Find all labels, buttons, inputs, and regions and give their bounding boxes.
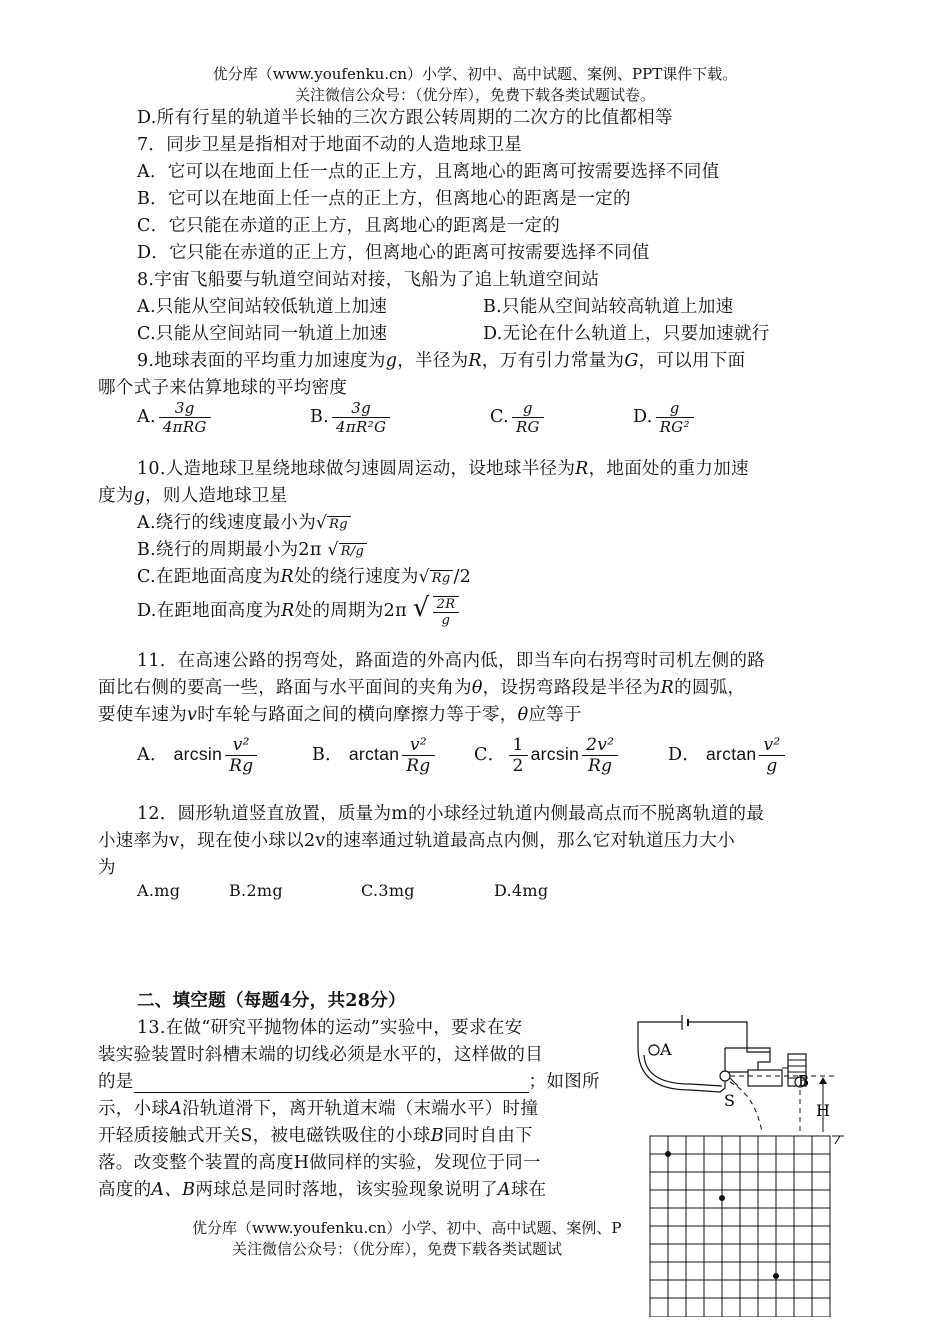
section-2-title: 二、填空题（每题4分，共28分） xyxy=(137,991,406,1011)
experiment-figure xyxy=(630,1010,845,1317)
q10-stem-line-2: 度为g，则人造地球卫星 xyxy=(98,486,288,506)
q10-option-c: C.在距地面高度为R处的绕行速度为√ Rg /2 xyxy=(137,567,472,587)
q12-line-2: 小速率为v，现在使小球以2v的速率通过轨道最高点内侧，那么它对轨道压力大小 xyxy=(98,831,736,851)
q8-option-a: A.只能从空间站较低轨道上加速 xyxy=(137,297,388,317)
q12-option-a: A.mg xyxy=(137,881,181,900)
q11-option-a: A． arcsin $\frac{\text{v²}}{Rg}$ xyxy=(137,735,260,776)
q11-line-2: 面比右侧的要高一些，路面与水平面间的夹角为θ，设拐弯路段是半径为R的圆弧， xyxy=(98,678,746,698)
q13-line-4: 示，小球A沿轨道滑下，离开轨道末端（末端水平）时撞 xyxy=(98,1099,539,1119)
header-line-1: 优分库（www.youfenku.cn）小学、初中、高中试题、案例、PPT课件下载。 xyxy=(212,65,738,83)
q11-option-d: D． arctan $\frac{\text{v²}}{g}$ xyxy=(668,735,788,776)
figure-label-h: H xyxy=(816,1101,830,1120)
q11-line-1: 11．在高速公路的拐弯处，路面造的外高内低，即当车向右拐弯时司机左侧的路 xyxy=(137,651,766,671)
q7-option-d: D．它只能在赤道的正上方，但离地心的距离可按需要选择不同值 xyxy=(137,243,650,263)
figure-label-b: B xyxy=(798,1072,810,1090)
q8-option-b: B.只能从空间站较高轨道上加速 xyxy=(483,297,734,317)
q10-option-a: A.绕行的线速度最小为√ Rg xyxy=(137,509,351,534)
q11-option-b: B． arctan $\frac{\text{v²}}{Rg}$ xyxy=(312,735,438,776)
q13-line-3: 的是 ；如图所 xyxy=(98,1072,600,1092)
q9-option-c: C. $\frac{g}{RG}$ xyxy=(490,399,547,436)
q13-answer-blank[interactable] xyxy=(134,1074,529,1093)
q12-line-3: 为 xyxy=(98,858,116,878)
q12-line-1: 12．圆形轨道竖直放置，质量为m的小球经过轨道内侧最高点而不脱离轨道的最 xyxy=(137,804,765,824)
q11-line-3: 要使车速为v时车轮与路面之间的横向摩擦力等于零，θ应等于 xyxy=(98,705,582,725)
q13-line-1: 13.在做“研究平抛物体的运动”实验中，要求在安 xyxy=(137,1018,523,1038)
q11-option-c: C． $\frac{1}{2}$ arcsin $\frac{\text{2v²}}{Rg}$ xyxy=(474,735,621,776)
q10-option-b: B.绕行的周期最小为2π √ R/g xyxy=(137,536,367,561)
q6-option-d: D.所有行星的轨道半长轴的三次方跟公转周期的二次方的比值都相等 xyxy=(137,108,673,128)
footer-line-1: 优分库（www.youfenku.cn）小学、初中、高中试题、案例、P xyxy=(192,1219,622,1237)
q10-stem-line-1: 10.人造地球卫星绕地球做匀速圆周运动，设地球半径为R，地面处的重力加速 xyxy=(137,459,749,479)
figure-label-s: S xyxy=(724,1091,735,1110)
q13-line-5: 开轻质接触式开关S，被电磁铁吸住的小球B同时自由下 xyxy=(98,1126,533,1146)
q7-stem: 7．同步卫星是指相对于地面不动的人造地球卫星 xyxy=(137,135,523,155)
q13-line-6: 落。改变整个装置的高度H做同样的实验，发现位于同一 xyxy=(98,1153,541,1173)
q9-option-a: A. $\frac{3g}{\text{4πRG}}$ xyxy=(137,399,214,436)
q13-line-2: 装实验装置时斜槽末端的切线必须是水平的，这样做的目 xyxy=(98,1045,543,1065)
apparatus-diagram xyxy=(630,1010,845,1317)
grid-point xyxy=(773,1273,779,1279)
q13-line-7: 高度的A、B两球总是同时落地，该实验现象说明了A球在 xyxy=(98,1180,547,1200)
q12-option-d: D.4mg xyxy=(494,881,549,900)
figure-label-a: A xyxy=(660,1040,672,1059)
q9-option-d: D. $\frac{g}{\text{RG²}}$ xyxy=(633,399,697,436)
q7-option-b: B．它可以在地面上任一点的正上方，但离地心的距离是一定的 xyxy=(137,189,631,209)
q9-stem-line-1: 9.地球表面的平均重力加速度为g，半径为R，万有引力常量为G，可以用下面 xyxy=(137,351,746,371)
grid-board xyxy=(650,1136,830,1317)
grid-point xyxy=(719,1195,725,1201)
header-line-2: 关注微信公众号：（优分库），免费下载各类试题试卷。 xyxy=(294,86,655,104)
q7-option-a: A．它可以在地面上任一点的正上方，且离地心的距离可按需要选择不同值 xyxy=(137,162,720,182)
q12-option-b: B.2mg xyxy=(229,881,283,900)
q7-option-c: C．它只能在赤道的正上方，且离地心的距离是一定的 xyxy=(137,216,561,236)
q8-stem: 8.宇宙飞船要与轨道空间站对接，飞船为了追上轨道空间站 xyxy=(137,270,600,290)
q12-option-c: C.3mg xyxy=(361,881,415,900)
grid-point xyxy=(665,1151,671,1157)
q9-stem-line-2: 哪个式子来估算地球的平均密度 xyxy=(98,378,348,398)
q8-option-d: D.无论在什么轨道上，只要加速就行 xyxy=(483,324,770,344)
footer-line-2: 关注微信公众号：（优分库），免费下载各类试题试 xyxy=(232,1240,563,1258)
q10-option-d: D.在距地面高度为R处的周期为2π √ $\frac{2R}{g}$ xyxy=(137,593,462,628)
q8-option-c: C.只能从空间站同一轨道上加速 xyxy=(137,324,388,344)
q9-option-b: B. $\frac{3g}{\text{4πR²G}}$ xyxy=(310,399,393,436)
